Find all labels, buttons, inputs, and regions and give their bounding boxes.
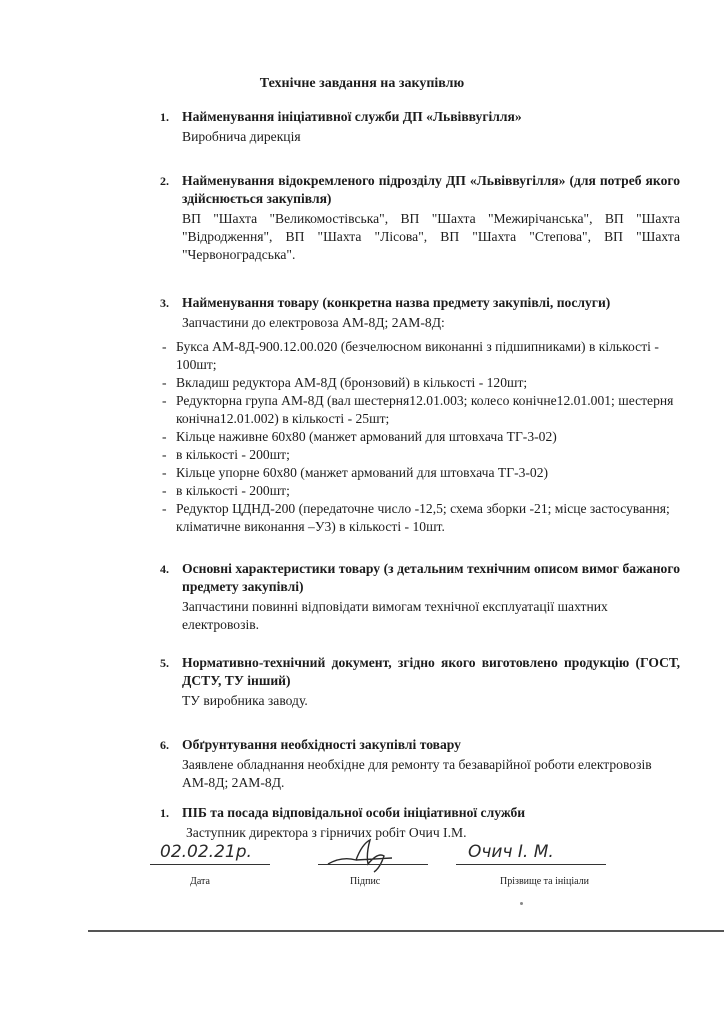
section-body: ТУ виробника заводу. xyxy=(182,693,308,708)
section-number: 5. xyxy=(160,656,169,670)
section-number: 6. xyxy=(160,738,169,752)
section-number: 1. xyxy=(160,110,169,124)
section-header: Найменування товару (конкретна назва предмету закупівлі, послуги) xyxy=(182,295,611,310)
list-item: - Кільце упорне 60х80 (манжет армований для штовхача ТГ-3-02) xyxy=(162,465,549,480)
list-item: - в кількості - 200шт; xyxy=(162,483,290,498)
list-item-text: в кількості - 200шт; xyxy=(176,483,290,498)
date-line xyxy=(150,864,270,865)
section-header: Обґрунтування необхідності закупівлі товару xyxy=(182,737,461,752)
name-caption: Прізвище та ініціали xyxy=(500,876,589,887)
scan-speck xyxy=(520,902,523,905)
section-number: 4. xyxy=(160,562,169,576)
list-item-text: Вкладиш редуктора АМ-8Д (бронзовий) в кількості - 120шт; xyxy=(176,375,528,390)
list-item-text: в кількості - 200шт; xyxy=(176,447,290,462)
section-body: Виробнича дирекція xyxy=(182,129,301,144)
section-justification xyxy=(160,736,680,792)
section-subdivision xyxy=(160,172,680,264)
list-item-text: Редукторна група АМ-8Д (вал шестерня12.01.003; колесо конічне12.01.001; шестерня конічна12.01.002) в кількості - 25шт; xyxy=(176,393,674,426)
document-title: Технічне завдання на закупівлю xyxy=(259,76,465,91)
handwritten-name: Очич І. М. xyxy=(468,842,554,862)
list-item: - Редуктор ЦДНД-200 (передаточне число -12,5; схема зборки -21; місце застосування; кліматичне виконання –У3) в кількості - 10шт. xyxy=(162,501,670,534)
section-body: Заступник директора з гірничих робіт Очич І.М. xyxy=(186,825,467,840)
section-body: Заявлене обладнання необхідне для ремонту та безаварійної роботи електровозів АМ-8Д; 2АМ-8Д. xyxy=(182,757,652,790)
scan-edge xyxy=(88,930,724,932)
handwritten-date: 02.02.21р. xyxy=(160,842,252,862)
signature-mark xyxy=(322,834,412,878)
parts-list xyxy=(162,338,676,536)
list-item-text: Редуктор ЦДНД-200 (передаточне число -12,5; схема зборки -21; місце застосування; кліматичне виконання –У3) в кількості - 10шт. xyxy=(176,501,670,534)
list-item: - Редукторна група АМ-8Д (вал шестерня12.01.003; колесо конічне12.01.001; шестерня конічна12.01.002) в кількості - 25шт; xyxy=(162,393,674,426)
signature-caption: Підпис xyxy=(350,876,381,887)
list-item-text: Кільце упорне 60х80 (манжет армований для штовхача ТГ-3-02) xyxy=(176,465,549,480)
section-characteristics xyxy=(160,560,680,634)
section-normative-document xyxy=(160,654,680,710)
section-header: ПІБ та посада відповідальної особи ініціативної служби xyxy=(182,805,526,820)
list-item-text: Букса АМ-8Д-900.12.00.020 (безчелюсном виконанні з підшипниками) в кількості - 100шт; xyxy=(176,339,659,372)
section-body: Запчастини повинні відповідати вимогам технічної експлуатації шахтних електровозів. xyxy=(182,599,608,632)
section-number: 2. xyxy=(160,174,169,188)
section-body: Запчастини до електровоза АМ-8Д; 2АМ-8Д: xyxy=(182,315,445,330)
section-header: Основні характеристики товару (з детальним технічним описом вимог бажаного предмету закупівлі) xyxy=(182,561,680,594)
list-item: - Кільце наживне 60х80 (манжет армований для штовхача ТГ-3-02) xyxy=(162,429,557,444)
list-item: - в кількості - 200шт; xyxy=(162,447,290,462)
section-product-name xyxy=(160,294,680,332)
section-number: 1. xyxy=(160,806,169,820)
section-header: Найменування ініціативної служби ДП «Львіввугілля» xyxy=(182,109,522,124)
section-initiative-service xyxy=(160,108,680,146)
section-responsible-person xyxy=(160,804,680,842)
list-item: - Вкладиш редуктора АМ-8Д (бронзовий) в кількості - 120шт; xyxy=(162,375,528,390)
section-body: ВП "Шахта "Великомостівська", ВП "Шахта "Межирічанська", ВП "Шахта "Відродження", ВП "Шахта "Лісова", ВП "Шахта "Степова", ВП "Шахта "Червоноградська". xyxy=(182,211,680,262)
section-header: Нормативно-технічний документ, згідно якого виготовлено продукцію (ГОСТ, ДСТУ, ТУ інший) xyxy=(182,655,680,688)
signature-block xyxy=(150,838,620,888)
date-caption: Дата xyxy=(190,876,210,887)
section-header: Найменування відокремленого підрозділу ДП «Львіввугілля» (для потреб якого здійснюється закупівля) xyxy=(182,173,680,206)
section-number: 3. xyxy=(160,296,169,310)
list-item-text: Кільце наживне 60х80 (манжет армований для штовхача ТГ-3-02) xyxy=(176,429,557,444)
list-item: - Букса АМ-8Д-900.12.00.020 (безчелюсном виконанні з підшипниками) в кількості - 100шт; xyxy=(162,339,659,372)
name-line xyxy=(456,864,606,865)
signature-line xyxy=(318,864,428,865)
